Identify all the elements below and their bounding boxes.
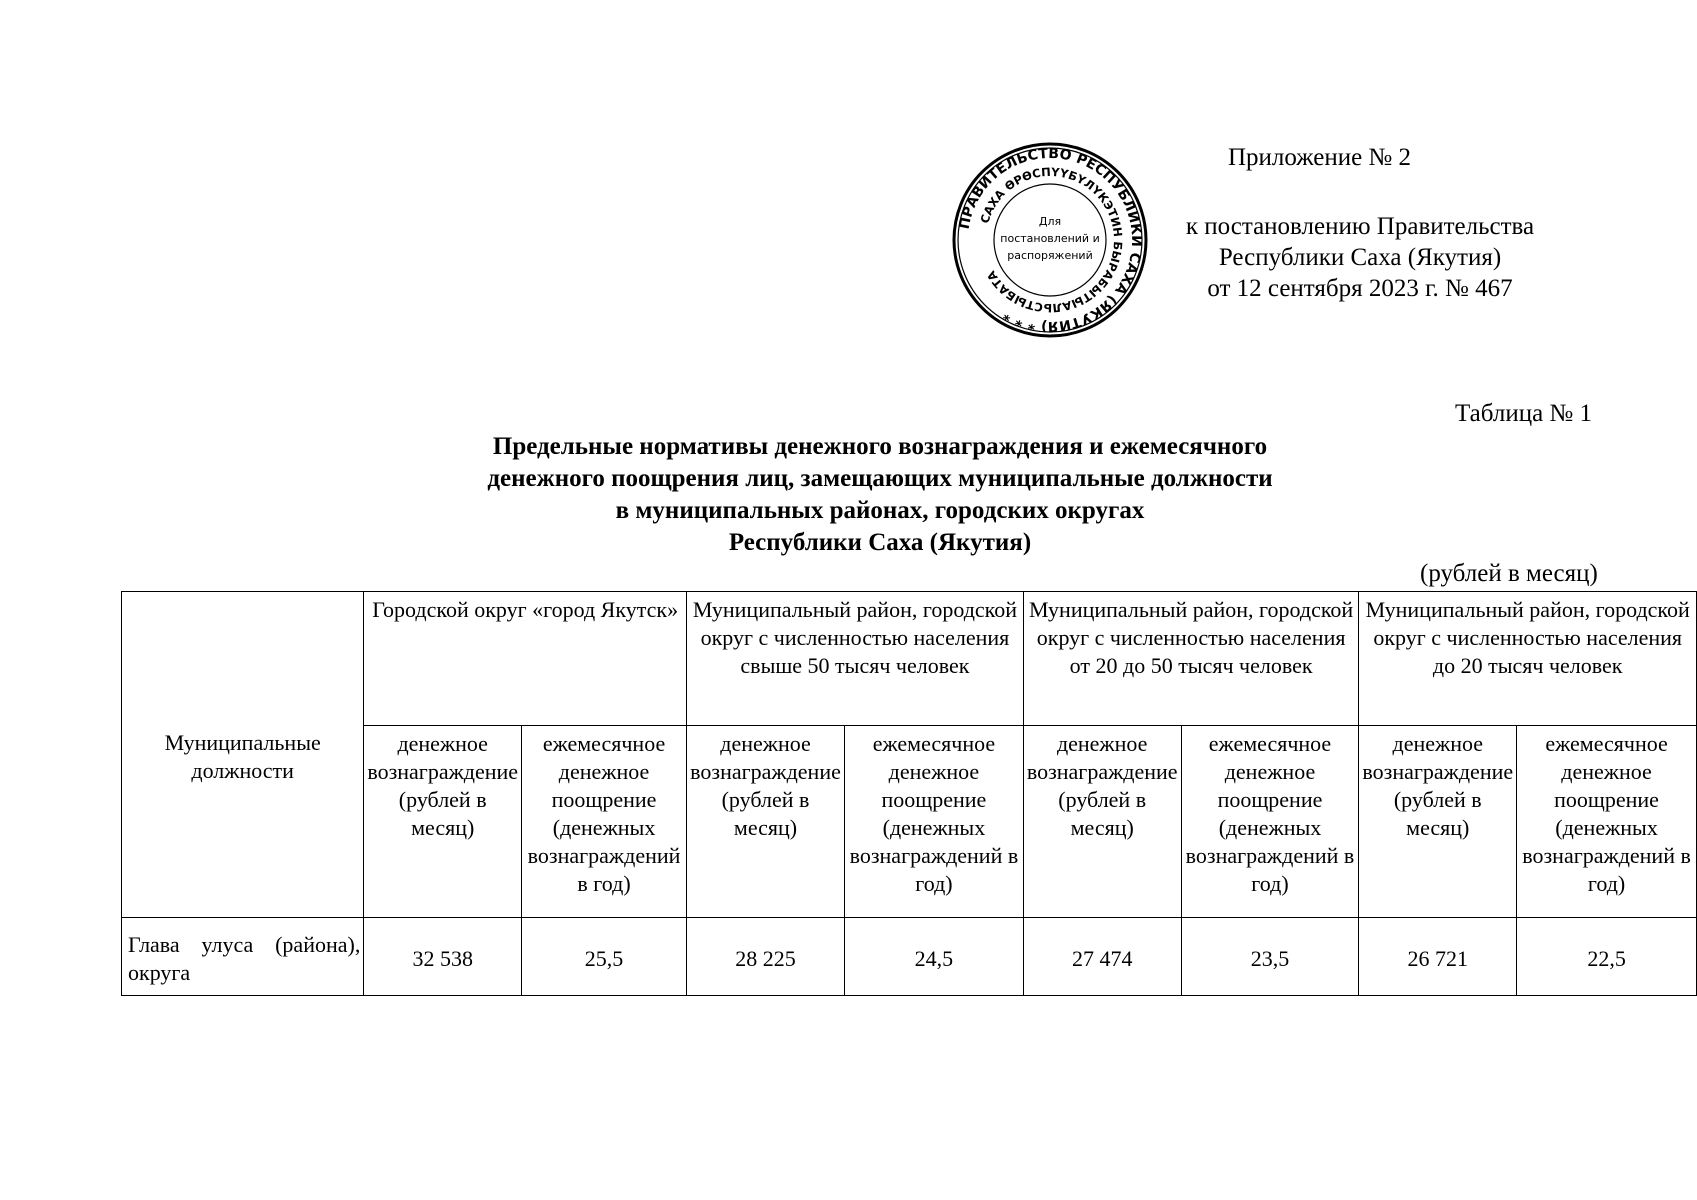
title-line: Предельные нормативы денежного вознаграждения и ежемесячного <box>492 433 1268 460</box>
seal-outer-text: ПРАВИТЕЛЬСТВО РЕСПУБЛИКИ САХА (ЯКУТИЯ) * * * <box>956 145 1145 335</box>
subheader: денежное вознаграждение (рублей в месяц) <box>687 726 845 918</box>
title-line: Республики Саха (Якутия) <box>728 529 1032 556</box>
units-note: (рублей в месяц) <box>1420 560 1598 587</box>
value-cell: 32 538 <box>364 918 522 996</box>
subheader: денежное вознаграждение (рублей в месяц) <box>1023 726 1181 918</box>
group-header: Муниципальный район, городской округ с численностью населения от 20 до 50 тысяч человек <box>1023 592 1359 726</box>
seal-center-line-2: постановлений и <box>1000 232 1100 245</box>
document-title <box>380 431 1380 559</box>
table-number: Таблица № 1 <box>1455 400 1593 427</box>
seal-inner-text: САХА ӨРӨСПҮҮБҮЛҮКЭТИН БЫРАБЫТЫАЛЬСТЫБАТА <box>977 164 1126 316</box>
seal-center-line-3: распоряжений <box>1007 249 1093 262</box>
subheader: денежное вознаграждение (рублей в месяц) <box>364 726 522 918</box>
value-cell: 27 474 <box>1023 918 1181 996</box>
seal-center-line-1: Для <box>1038 215 1062 228</box>
table-row <box>122 918 1697 996</box>
resolution-line: Республики Саха (Якутия) <box>1218 244 1502 271</box>
official-seal <box>950 140 1150 340</box>
resolution-line: к постановлению Правительства <box>1185 213 1535 240</box>
value-cell: 25,5 <box>522 918 687 996</box>
value-cell: 24,5 <box>845 918 1024 996</box>
resolution-line: от 12 сентября 2023 г. № 467 <box>1207 275 1513 302</box>
resolution-reference <box>1150 211 1570 304</box>
subheader: денежное вознаграждение (рублей в месяц) <box>1359 726 1517 918</box>
group-header: Городской округ «город Якутск» <box>364 592 687 726</box>
value-cell: 28 225 <box>687 918 845 996</box>
subheader: ежемесячное денежное поощрение (денежных вознаграждений в год) <box>1181 726 1359 918</box>
position-cell <box>122 918 364 996</box>
group-header: Муниципальный район, городской округ с численностью населения свыше 50 тысяч человек <box>687 592 1024 726</box>
subheader: ежемесячное денежное поощрение (денежных вознаграждений в год) <box>1517 726 1697 918</box>
subheader: ежемесячное денежное поощрение (денежных вознаграждений в год) <box>522 726 687 918</box>
value-cell: 22,5 <box>1517 918 1697 996</box>
title-line: денежного поощрения лиц, замещающих муниципальные должности <box>487 465 1273 492</box>
subheader: ежемесячное денежное поощрение (денежных вознаграждений в год) <box>845 726 1024 918</box>
group-header: Муниципальный район, городской округ с численностью населения до 20 тысяч человек <box>1359 592 1697 726</box>
norms-table <box>121 591 1697 996</box>
row-header-cell: Муниципальные должности <box>122 592 364 918</box>
title-line: в муниципальных районах, городских округах <box>615 497 1145 524</box>
value-cell: 26 721 <box>1359 918 1517 996</box>
appendix-label: Приложение № 2 <box>1228 144 1412 171</box>
position-name: Глава улуса (района), округа <box>128 931 361 985</box>
value-cell: 23,5 <box>1181 918 1359 996</box>
